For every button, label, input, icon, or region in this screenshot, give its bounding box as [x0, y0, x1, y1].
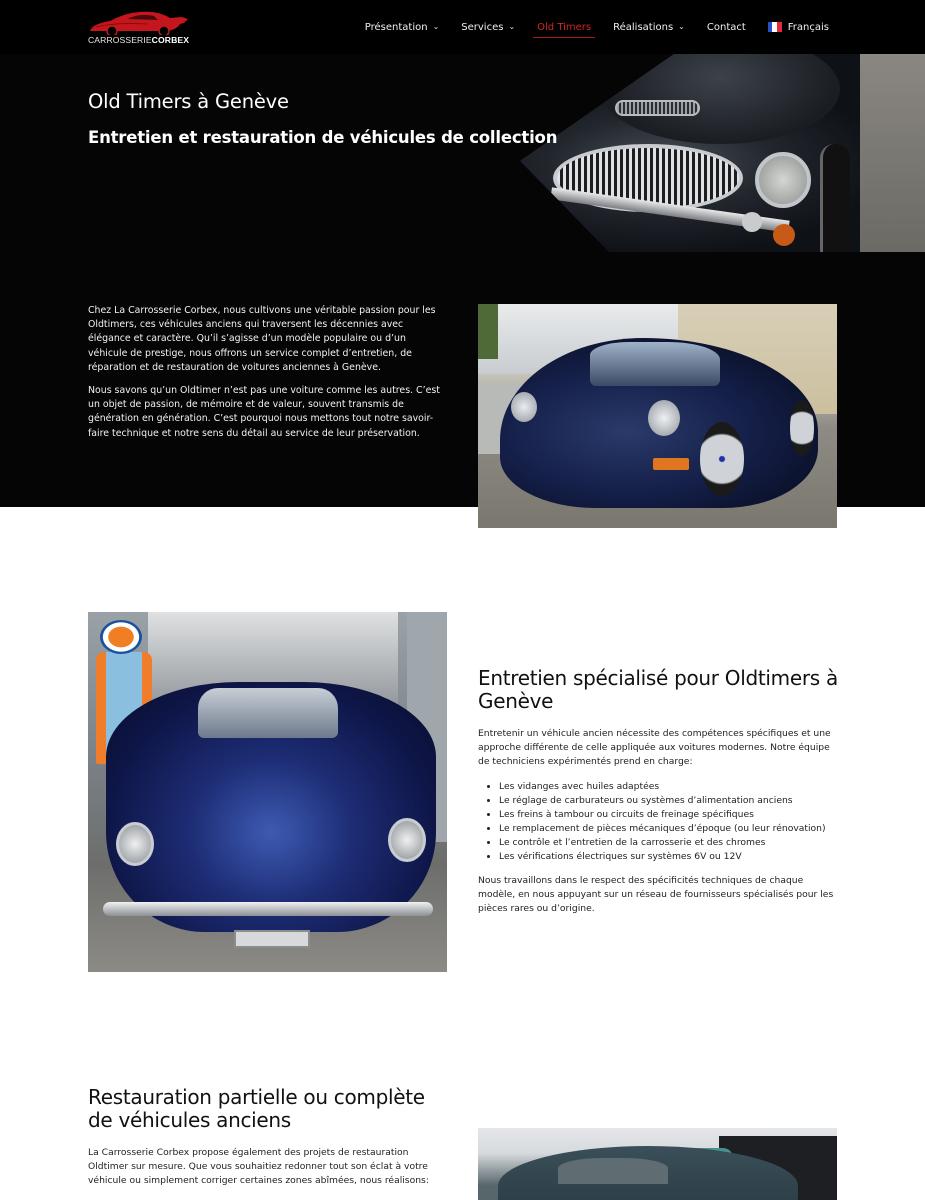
- maintenance-outro: Nous travaillons dans le respect des spécificités techniques de chaque modèle, en nous appuyant sur un réseau de fournisseurs spécialisés pour les pièces rares ou d’origine.: [478, 874, 834, 915]
- restoration-title: Restauration partielle ou complète de véhicules anciens: [88, 1085, 425, 1132]
- nav-label: Français: [787, 21, 829, 33]
- blue-jaguar-e-type-in-garage-photo: [88, 612, 447, 972]
- nav-label: Services: [461, 21, 504, 33]
- maintenance-title: Entretien spécialisé pour Oldtimers à Genève: [478, 666, 838, 713]
- page-subtitle: Entretien et restauration de véhicules de collection: [88, 128, 558, 147]
- nav-label: Contact: [706, 21, 746, 33]
- intro-text: [88, 304, 446, 450]
- main-nav: [343, 0, 829, 54]
- nav-item-realisations[interactable]: [613, 0, 685, 54]
- nav-label: Présentation: [364, 21, 428, 33]
- list-item: • Le remplacement de pièces mécaniques d’époque (ou leur rénovation): [499, 822, 840, 836]
- red-car-silhouette-icon: [88, 9, 190, 35]
- site-header: [0, 0, 925, 54]
- dark-blue-porsche-911-cabriolet-photo: [478, 304, 837, 528]
- nav-item-services[interactable]: [461, 0, 515, 54]
- nav-label: Old Timers: [537, 21, 592, 33]
- list-item: • Les vidanges avec huiles adaptées: [499, 780, 840, 794]
- intro-paragraph: Chez La Carrosserie Corbex, nous cultivons une véritable passion pour les Oldtimers, ces véhicules anciens qui traversent les décennies avec élégance et caractère. Qu’il s’agisse d’un modèle populaire ou d’un véhicule de prestige, nous offrons un service complet d’entretien, de réparation et de restauration de voitures anciennes à Genève.: [88, 305, 436, 373]
- nav-item-presentation[interactable]: [365, 0, 440, 54]
- list-item: • Le contrôle et l’entretien de la carrosserie et des chromes: [499, 836, 840, 850]
- chevron-down-icon: ⌄: [432, 21, 440, 31]
- intro-paragraph: Nous savons qu’un Oldtimer n’est pas une voiture comme les autres. C’est un objet de passion, de mémoire et de valeur, souvent transmis de génération en génération. C’est pourquoi nous mettons tout notre savoir-faire technique et notre sens du détail au service de leur préservation.: [88, 385, 440, 439]
- list-item: • Les freins à tambour ou circuits de freinage spécifiques: [499, 808, 840, 822]
- restoration-intro: La Carrosserie Corbex propose également des projets de restauration Oldtimer sur mesure. Que vous souhaitiez redonner tout son éclat à votre véhicule ou simplement corriger certaines zones abîmées, nous réalisons:: [88, 1147, 429, 1187]
- austin-healey-front-grille-photo: [520, 54, 925, 252]
- restoration-section: [88, 1086, 450, 1189]
- logo[interactable]: [88, 9, 190, 45]
- nav-item-contact[interactable]: [707, 0, 746, 54]
- nav-label: Réalisations: [613, 21, 674, 33]
- maintenance-section: [478, 667, 840, 916]
- austin-healey-sprite-in-workshop-photo: [478, 1128, 837, 1200]
- list-item: • Les vérifications électriques sur systèmes 6V ou 12V: [499, 850, 840, 864]
- french-flag-icon: [768, 22, 782, 32]
- maintenance-list: [499, 780, 840, 864]
- chevron-down-icon: ⌄: [678, 21, 685, 31]
- logo-text: CARROSSERIECORBEX: [88, 35, 190, 45]
- list-item: • Le réglage de carburateurs ou systèmes d’alimentation anciens: [499, 794, 840, 808]
- nav-item-old-timers[interactable]: [537, 0, 591, 54]
- page-title: Old Timers à Genève: [88, 90, 289, 113]
- language-switcher[interactable]: [768, 0, 829, 54]
- maintenance-intro: Entretenir un véhicule ancien nécessite des compétences spécifiques et une approche différente de celle appliquée aux voitures modernes. Notre équipe de techniciens expérimentés prend en charge:: [478, 728, 831, 768]
- chevron-down-icon: ⌄: [508, 21, 516, 31]
